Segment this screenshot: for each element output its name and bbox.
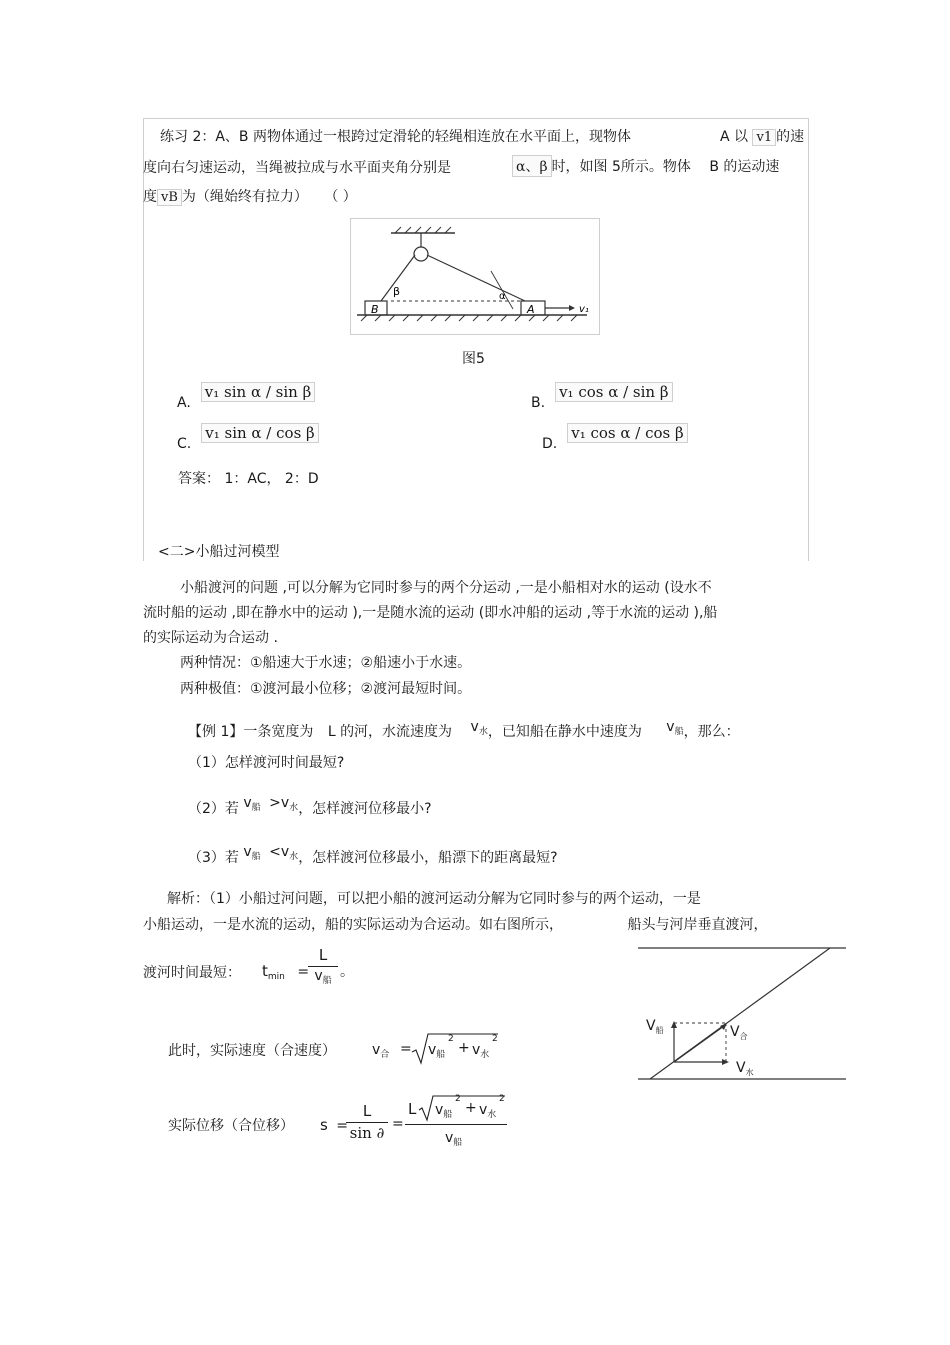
option-c: C.v₁ sin α / cos β [177,423,319,452]
section-para-line-2: 流时船的运动 ,即在静水中的运动 ),一是随水流的运动 (即水冲船的运动 ,等于水流的运动 ),船 [143,605,718,621]
option-b: B.v₁ cos α / sin β [531,382,673,411]
tmin-label: 渡河时间最短： [143,965,241,981]
displacement-s: s = [320,1116,349,1134]
label-alpha: α [499,291,506,302]
arrow-right-icon [722,1059,729,1065]
label-v-boat: $V_船$ [646,1018,664,1035]
arrow-right-icon [569,305,575,311]
alpha-beta-symbol: α、β [512,155,552,177]
tmin-period: 。 [340,964,354,980]
pulley-diagram [351,219,599,334]
displacement-fraction-2: L $v_船$ 2 + $v_水$ 2 $v_船$ [405,1094,509,1154]
question-3: （3）若 $v^船 <v^水$，怎样渡河位移最小，船漂下的距离最短? [188,844,558,866]
section-para-line-1: 小船渡河的问题 ,可以分解为它同时参与的两个分运动 ,一是小船相对水的运动 (设水不 [180,580,712,596]
vb-symbol: vB [157,189,182,206]
label-b: B [371,303,379,316]
v1-symbol: v1 [752,129,776,146]
displacement-eq-2: = [392,1116,404,1132]
displacement-fraction-1: L sin ∂ [346,1102,388,1142]
tmin-lhs: $t_{min}$ = [262,962,310,982]
tmin-fraction: L $v_船$ [308,946,338,986]
label-v-water: $V_水$ [736,1060,754,1077]
example-intro: 【例 1】一条宽度为 L 的河，水流速度为 $v^水$，已知船在静水中速度为 $v^船$，那么： [188,719,740,740]
analysis-line-1: 解析：（1）小船过河问题，可以把小船的渡河运动分解为它同时参与的两个运动，一是 [167,891,701,907]
figure-caption: 图5 [462,351,485,367]
label-v1: v₁ [579,304,589,315]
river-diagram [636,944,848,1084]
exercise-line-3: 度 vB 为（绳始终有拉力） （ ） [143,189,357,205]
question-1: （1）怎样渡河时间最短? [188,755,345,771]
label-beta: β [393,285,401,298]
figure-5 [350,218,600,335]
exercise-box [143,118,809,561]
exercise-line-1: 练习 2：A、B 两物体通过一根跨过定滑轮的轻绳相连放在水平面上，现物体 [160,129,631,145]
label-v-sum: $V_合$ [730,1024,748,1041]
exercise-line-2: 度向右匀速运动，当绳被拉成与水平面夹角分别是 [143,160,451,176]
analysis-line-2: 小船运动，一是水流的运动，船的实际运动为合运动。如右图所示， 船头与河岸垂直渡河， [143,917,768,933]
question-2: （2）若 $v^船 >v^水$，怎样渡河位移最小? [188,795,432,817]
exercise-line-2-end: α、β 时，如图 5所示。物体 B 的运动速 [512,155,779,177]
arrow-up-icon [671,1021,677,1028]
section-para-line-3: 的实际运动为合运动 . [143,630,278,646]
displacement-label: 实际位移（合位移） [168,1118,294,1134]
label-a: A [527,303,535,316]
option-d: D.v₁ cos α / cos β [542,423,688,452]
exercise-line-1-end: A 以 v1 的速 [720,129,805,145]
two-cases: 两种情况：①船速大于水速；②船速小于水速。 [180,655,472,671]
option-a: A.v₁ sin α / sin β [177,382,315,411]
velocity-label: 此时，实际速度（合速度） [168,1043,336,1059]
two-extremes: 两种极值：①渡河最小位移；②渡河最短时间。 [180,681,472,697]
pulley-icon [414,247,428,261]
answer: 答案： 1：AC， 2：D [178,471,319,487]
section-title: <二>小船过河模型 [158,544,280,560]
